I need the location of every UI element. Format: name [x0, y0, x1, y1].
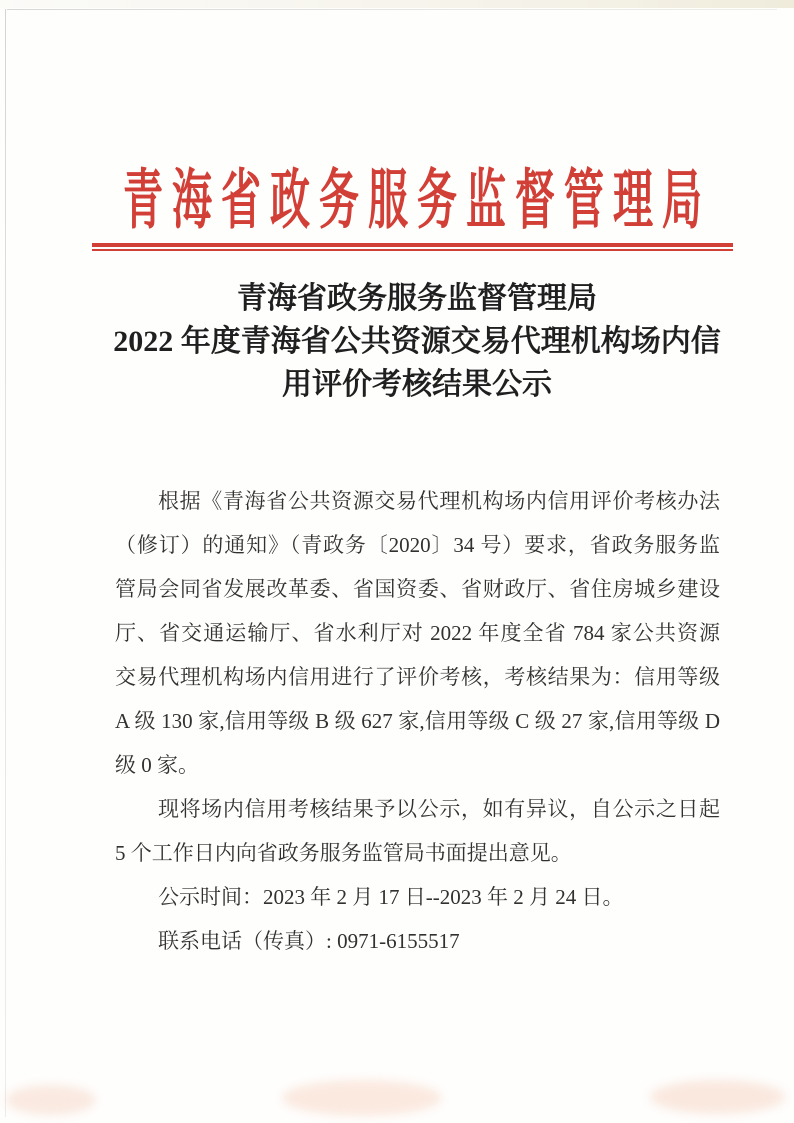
document-body	[115, 479, 720, 963]
document-title-line: 用评价考核结果公示	[282, 368, 552, 401]
scan-edge-top-line	[7, 9, 777, 10]
body-text-line: 厅、省交通运输厅、省水利厅对 2022 年度全省 784 家公共资源	[115, 621, 720, 645]
body-text-line: A 级 130 家,信用等级 B 级 627 家,信用等级 C 级 27 家,信用等级 D	[115, 709, 720, 733]
body-text-line: 级 0 家。	[115, 753, 199, 777]
body-text-line: 现将场内信用考核结果予以公示，如有异议，自公示之日起	[158, 797, 720, 821]
body-text-line: 联系电话（传真）: 0971-6155517	[158, 929, 460, 953]
body-text-line: 根据《青海省公共资源交易代理机构场内信用评价考核办法	[158, 489, 720, 513]
page-bleedthrough-artifact	[650, 1080, 785, 1114]
agency-name-masthead: 青海省政务服务监督管理局	[123, 163, 711, 237]
body-text-line: （修订）的通知》（青政务〔2020〕34 号）要求，省政务服务监	[115, 533, 720, 557]
page-bleedthrough-artifact	[282, 1080, 442, 1116]
red-letterhead	[92, 156, 733, 237]
body-text-line: 公示时间：2023 年 2 月 17 日--2023 年 2 月 24 日。	[158, 885, 624, 909]
document-title	[40, 277, 794, 406]
body-text-line: 管局会同省发展改革委、省国资委、省财政厅、省住房城乡建设	[115, 577, 720, 601]
scan-edge-left-line	[5, 9, 6, 1117]
body-text-line: 交易代理机构场内信用进行了评价考核，考核结果为：信用等级	[115, 665, 720, 689]
scan-edge-top-tint	[0, 0, 794, 8]
body-text-line: 5 个工作日内向省政务服务监管局书面提出意见。	[115, 841, 572, 865]
page-bleedthrough-artifact	[6, 1085, 96, 1115]
document-title-line: 2022 年度青海省公共资源交易代理机构场内信	[113, 325, 721, 358]
letterhead-divider-line	[92, 243, 733, 251]
document-title-line: 青海省政务服务监督管理局	[237, 282, 597, 315]
